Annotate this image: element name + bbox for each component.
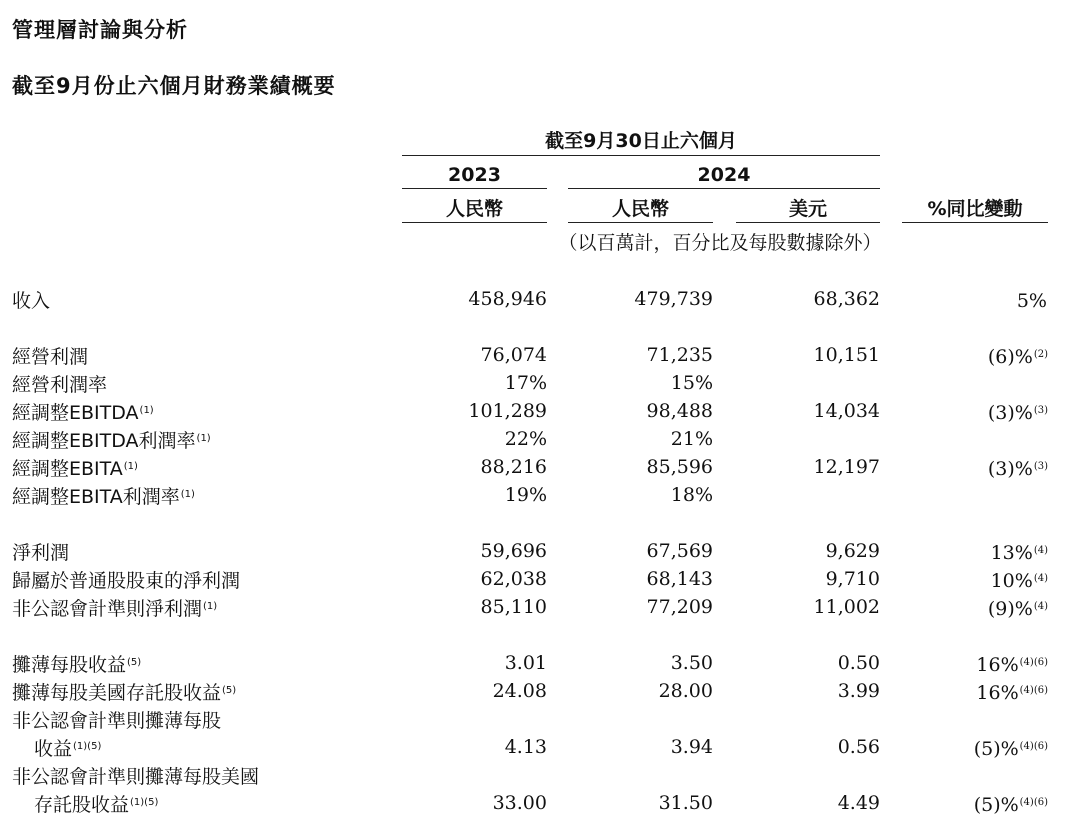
value-2023-rmb: 101,289: [468, 400, 547, 422]
currency-usd-underline: [736, 222, 880, 223]
row-label: 非公認會計準則攤薄每股: [12, 710, 222, 732]
value-2024-rmb: 31.50: [658, 792, 713, 814]
row-label: 經營利潤: [12, 346, 89, 368]
row-label: 攤薄每股美國存託股收益: [12, 682, 222, 704]
footnote-marker: (1): [123, 461, 138, 472]
footnote-marker: (4)(6): [1019, 797, 1048, 808]
yoy-change-value: (3)%: [987, 402, 1033, 424]
table-row: [0, 482, 1080, 508]
table-row: [0, 678, 1080, 704]
year-2023-underline: [402, 188, 547, 189]
value-2023-rmb: 19%: [504, 484, 547, 506]
yoy-change-value: (6)%: [987, 346, 1033, 368]
value-2023-rmb: 33.00: [492, 792, 547, 814]
value-2024-usd: 14,034: [813, 400, 880, 422]
table-row: [0, 566, 1080, 592]
value-2024-rmb: 77,209: [646, 596, 713, 618]
value-2024-rmb: 71,235: [646, 344, 713, 366]
table-row: [0, 650, 1080, 676]
value-2023-rmb: 22%: [504, 428, 547, 450]
table-row: [0, 762, 1080, 788]
currency-usd-header: 美元: [788, 198, 827, 220]
value-2023-rmb: 4.13: [504, 736, 547, 758]
yoy-change-header: %同比變動: [927, 198, 1023, 220]
footnote-marker: (4)(6): [1019, 657, 1048, 668]
value-2024-usd: 68,362: [813, 288, 880, 310]
value-2024-rmb: 479,739: [634, 288, 713, 310]
row-label: 攤薄每股收益: [12, 654, 127, 676]
footnote-marker: (1): [203, 601, 218, 612]
value-2023-rmb: 458,946: [468, 288, 547, 310]
footnote-marker: (4)(6): [1019, 741, 1048, 752]
section-title: 截至9月份止六個月財務業績概要: [12, 74, 336, 98]
value-2024-usd: 0.56: [837, 736, 880, 758]
year-2023-header: 2023: [448, 164, 501, 186]
currency-rmb-2023-underline: [402, 222, 547, 223]
yoy-change-value: 13%: [990, 542, 1033, 564]
value-2024-rmb: 18%: [670, 484, 713, 506]
row-label: 經調整EBITA利潤率: [12, 486, 180, 508]
value-2023-rmb: 59,696: [480, 540, 547, 562]
value-2024-rmb: 28.00: [658, 680, 713, 702]
year-2024-underline: [568, 188, 880, 189]
yoy-change-value: (5)%: [973, 738, 1019, 760]
yoy-change-value: (3)%: [987, 458, 1033, 480]
value-2024-usd: 3.99: [837, 680, 880, 702]
footnote-marker: (2): [1033, 349, 1048, 360]
currency-rmb-2024-underline: [568, 222, 713, 223]
value-2024-rmb: 3.94: [670, 736, 713, 758]
value-2024-usd: 9,710: [825, 568, 880, 590]
value-2024-rmb: 15%: [670, 372, 713, 394]
yoy-change-value: (9)%: [987, 598, 1033, 620]
table-row: [0, 454, 1080, 480]
footnote-marker: (4): [1033, 573, 1048, 584]
footnote-marker: (4): [1033, 545, 1048, 556]
value-2024-rmb: 85,596: [646, 456, 713, 478]
value-2023-rmb: 88,216: [480, 456, 547, 478]
value-2023-rmb: 24.08: [492, 680, 547, 702]
row-label: 收益: [34, 738, 73, 760]
row-label: 非公認會計準則淨利潤: [12, 598, 203, 620]
value-2024-rmb: 67,569: [646, 540, 713, 562]
row-label: 淨利潤: [12, 542, 70, 564]
value-2024-usd: 10,151: [813, 344, 880, 366]
row-label: 收入: [12, 290, 51, 312]
footnote-marker: (4)(6): [1019, 685, 1048, 696]
unit-note: （以百萬計，百分比及每股數據除外）: [558, 232, 882, 254]
table-row: [0, 286, 1080, 312]
value-2024-usd: 9,629: [825, 540, 880, 562]
value-2024-usd: 12,197: [813, 456, 880, 478]
period-header: 截至9月30日止六個月: [545, 130, 737, 152]
footnote-marker: (3): [1033, 405, 1048, 416]
row-label: 經營利潤率: [12, 374, 108, 396]
yoy-change-value: 5%: [1016, 290, 1047, 312]
footnote-marker: (4): [1033, 601, 1048, 612]
value-2024-rmb: 68,143: [646, 568, 713, 590]
value-2023-rmb: 85,110: [480, 596, 547, 618]
period-underline: [402, 155, 880, 156]
value-2024-rmb: 98,488: [646, 400, 713, 422]
footnote-marker: (5): [222, 685, 237, 696]
yoy-change-value: 16%: [976, 654, 1019, 676]
table-row: [0, 790, 1080, 816]
row-label: 經調整EBITDA利潤率: [12, 430, 196, 452]
value-2024-rmb: 3.50: [670, 652, 713, 674]
footnote-marker: (1)(5): [73, 741, 102, 752]
row-label: 經調整EBITDA: [12, 402, 139, 424]
table-row: [0, 734, 1080, 760]
currency-rmb-2024-header: 人民幣: [611, 198, 669, 220]
footnote-marker: (1): [180, 489, 195, 500]
table-row: [0, 398, 1080, 424]
value-2024-usd: 11,002: [813, 596, 880, 618]
currency-rmb-2023-header: 人民幣: [445, 198, 503, 220]
yoy-change-underline: [902, 222, 1048, 223]
value-2024-rmb: 21%: [670, 428, 713, 450]
yoy-change-value: 16%: [976, 682, 1019, 704]
value-2023-rmb: 17%: [504, 372, 547, 394]
value-2024-usd: 0.50: [837, 652, 880, 674]
footnote-marker: (1): [139, 405, 154, 416]
footnote-marker: (5): [127, 657, 142, 668]
table-row: [0, 370, 1080, 396]
row-label: 歸屬於普通股股東的淨利潤: [12, 570, 241, 592]
row-label: 經調整EBITA: [12, 458, 123, 480]
value-2023-rmb: 76,074: [480, 344, 547, 366]
page-title: 管理層討論與分析: [12, 18, 188, 42]
table-row: [0, 426, 1080, 452]
table-row: [0, 538, 1080, 564]
row-label: 非公認會計準則攤薄每股美國: [12, 766, 260, 788]
footnote-marker: (1)(5): [130, 797, 159, 808]
footnote-marker: (1): [196, 433, 211, 444]
yoy-change-value: 10%: [990, 570, 1033, 592]
value-2024-usd: 4.49: [837, 792, 880, 814]
table-row: [0, 342, 1080, 368]
value-2023-rmb: 3.01: [504, 652, 547, 674]
table-row: [0, 594, 1080, 620]
yoy-change-value: (5)%: [973, 794, 1019, 816]
footnote-marker: (3): [1033, 461, 1048, 472]
row-label: 存託股收益: [34, 794, 130, 816]
value-2023-rmb: 62,038: [480, 568, 547, 590]
table-row: [0, 706, 1080, 732]
year-2024-header: 2024: [697, 164, 751, 186]
